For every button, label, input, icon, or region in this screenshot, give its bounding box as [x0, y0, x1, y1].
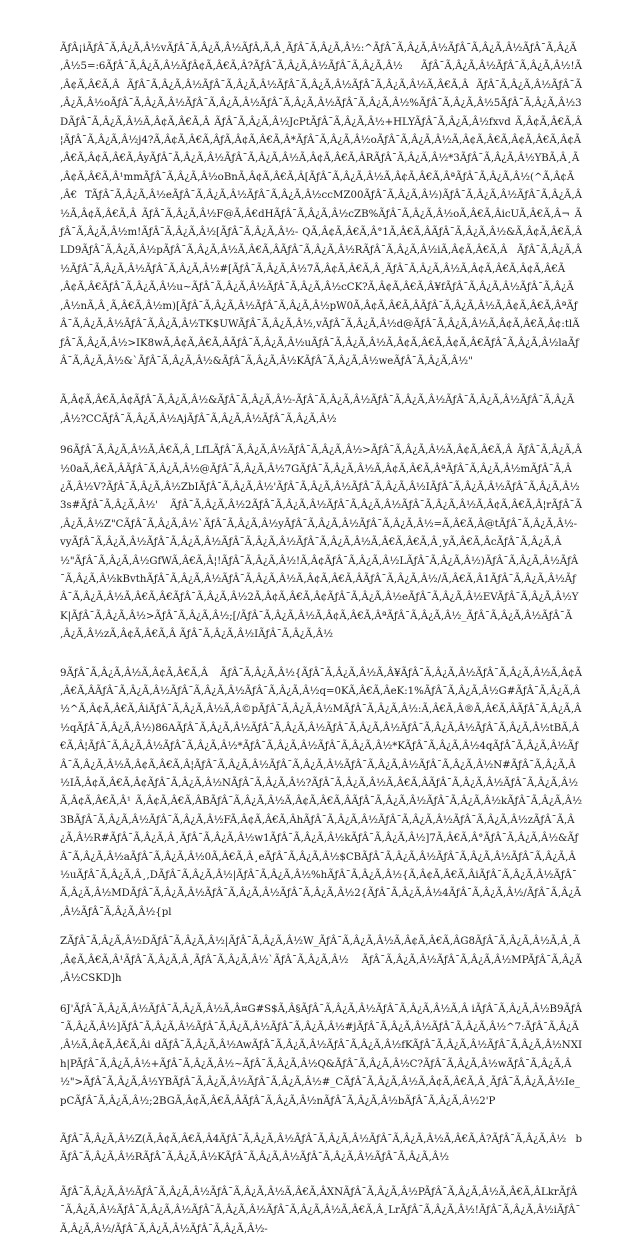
paragraph-4: 9ÃƒÂ¯Ã‚Â¿Ã‚Â½Ã‚Â¢Ã‚Â€Ã‚Â ÃƒÂ¯Ã‚Â¿Ã‚Â½{ÃƒÂ¯Ã‚Â¿Ã‚Â½Ã‚Â¥ÃƒÂ¯Ã‚Â¿Ã‚Â½ÃƒÂ¯Ã‚Â¿Ã‚Â½Ã‚Â¢Ã‚Â€Ã‚ÂÃƒÂ¯Ã‚Â¿Ã‚Â½ÃƒÂ¯Ã‚Â¿Ã‚Â½ÃƒÂ¯Ã‚Â¿Ã‚Â½q=0KÃ‚Â€Ã‚ÂeK:1%ÃƒÂ¯Ã‚Â¿Ã‚Â½G#ÃƒÂ¯Ã‚Â¿Ã‚Â½^Ã‚Â¢Ã‚Â€Ã‚ÂiÃƒÂ¯Ã‚Â¿Ã‚Â½Ã‚Â©pÃƒÂ¯Ã‚Â¿Ã‚Â½MÃƒÂ¯Ã‚Â¿Ã‚Â½:Ã‚Â€Ã‚Â®Ã‚Â€Ã‚ÂÃƒÂ¯Ã‚Â¿Ã‚Â½qÃƒÂ¯Ã‚Â¿Ã‚Â½)86AÃƒÂ¯Ã‚Â¿Ã‚Â½ÃƒÂ¯Ã‚Â¿Ã‚Â½ÃƒÂ¯Ã‚Â¿Ã‚Â½ÃƒÂ¯Ã‚Â¿Ã‚Â½ÃƒÂ¯Ã‚Â¿Ã‚Â½tBÃ‚Â€Ã‚Â¦ÃƒÂ¯Ã‚Â¿Ã‚Â½ÃƒÂ¯Ã‚Â¿Ã‚Â½*ÃƒÂ¯Ã‚Â¿Ã‚Â½ÃƒÂ¯Ã‚Â¿Ã‚Â½*KÃƒÂ¯Ã‚Â¿Ã‚Â½4qÃƒÂ¯Ã‚Â¿Ã‚Â½ÃƒÂ¯Ã‚Â¿Ã‚Â½Ã‚Â¢Ã‚Â€Ã‚Â¦ÃƒÂ¯Ã‚Â¿Ã‚Â½ÃƒÂ¯Ã‚Â¿Ã‚Â½ÃƒÂ¯Ã‚Â¿Ã‚Â½ÃƒÂ¯Ã‚Â¿Ã‚Â½N#ÃƒÂ¯Ã‚Â¿Ã‚Â½IÃ‚Â¢Ã‚Â€Ã‚Â¢ÃƒÂ¯Ã‚Â¿Ã‚Â½NÃƒÂ¯Ã‚Â¿Ã‚Â½?ÃƒÂ¯Ã‚Â¿Ã‚Â½Ã‚Â€Ã‚ÂÃƒÂ¯Ã‚Â¿Ã‚Â½ÃƒÂ¯Ã‚Â¿Ã‚Â½Ã‚Â¢Ã‚Â€Ã‚Â¹ Ã‚Â¢Ã‚Â€Ã‚ÂBÃƒÂ¯Ã‚Â¿Ã‚Â½Ã‚Â¢Ã‚Â€Ã‚ÂÃƒÂ¯Ã‚Â¿Ã‚Â½ÃƒÂ¯Ã‚Â¿Ã‚Â½kÃƒÂ¯Ã‚Â¿Ã‚Â½3BÃƒÂ¯Ã‚Â¿Ã‚Â½ÃƒÂ¯Ã‚Â¿Ã‚Â½FÃ‚Â¢Ã‚Â€Ã‚ÂhÃƒÂ¯Ã‚Â¿Ã‚Â½ÃƒÂ¯Ã‚Â¿Ã‚Â½ÃƒÂ¯Ã‚Â¿Ã‚Â½zÃƒÂ¯Ã‚Â¿Ã‚Â½R#ÃƒÂ¯Ã‚Â¿Ã‚Â¸ÃƒÂ¯Ã‚Â¿Ã‚Â½w1ÃƒÂ¯Ã‚Â¿Ã‚Â½kÃƒÂ¯Ã‚Â¿Ã‚Â½]7Ã‚Â€Ã‚Â°ÃƒÂ¯Ã‚Â¿Ã‚Â½&ÃƒÂ¯Ã‚Â¿Ã‚Â½aÃƒÂ¯Ã‚Â¿Ã‚Â½0Ã‚Â€Ã‚Â¸eÃƒÂ¯Ã‚Â¿Ã‚Â½$CBÃƒÂ¯Ã‚Â¿Ã‚Â½ÃƒÂ¯Ã‚Â¿Ã‚Â½ÃƒÂ¯Ã‚Â¿Ã‚Â½uÃƒÂ¯Ã‚Â¿Ã‚Â¸,DÃƒÂ¯Ã‚Â¿Ã‚Â½|ÃƒÂ¯Ã‚Â¿Ã‚Â½%hÃƒÂ¯Ã‚Â¿Ã‚Â½{Ã‚Â¢Ã‚Â€Ã‚ÂiÃƒÂ¯Ã‚Â¿Ã‚Â½ÃƒÂ¯Ã‚Â¿Ã‚Â½MDÃƒÂ¯Ã‚Â¿Ã‚Â½ÃƒÂ¯Ã‚Â¿Ã‚Â½ÃƒÂ¯Ã‚Â¿Ã‚Â½2{ÃƒÂ¯Ã‚Â¿Ã‚Â½4ÃƒÂ¯Ã‚Â¿Ã‚Â½/ÃƒÂ¯Ã‚Â¿Ã‚Â½ÃƒÂ¯Ã‚Â¿Ã‚Â½{pl — [60, 667, 582, 918]
paragraph-5: ZÃƒÂ¯Ã‚Â¿Ã‚Â½DÃƒÂ¯Ã‚Â¿Ã‚Â½|ÃƒÂ¯Ã‚Â¿Ã‚Â½W_ÃƒÂ¯Ã‚Â¿Ã‚Â½Ã‚Â¢Ã‚Â€Ã‚ÂG8ÃƒÂ¯Ã‚Â¿Ã‚Â½Ã‚Â¸Ã‚Â¢Ã‚Â€Ã‚Â¹ÃƒÂ¯Ã‚Â¿Ã‚Â¸ÃƒÂ¯Ã‚Â¿Ã‚Â½`ÃƒÂ¯Ã‚Â¿Ã‚Â½ ÃƒÂ¯Ã‚Â¿Ã‚Â½ÃƒÂ¯Ã‚Â¿Ã‚Â½MPÃƒÂ¯Ã‚Â¿Ã‚Â½CSKD]h — [60, 936, 582, 985]
paragraph-3: 96ÃƒÂ¯Ã‚Â¿Ã‚Â½Ã‚Â€Ã‚Â¸LfLÃƒÂ¯Ã‚Â¿Ã‚Â½ÃƒÂ¯Ã‚Â¿Ã‚Â½>ÃƒÂ¯Ã‚Â¿Ã‚Â½Ã‚Â¢Ã‚Â€Ã‚Â ÃƒÂ¯Ã‚Â¿Ã‚Â½0aÃ‚Â€Ã‚ÂÃƒÂ¯Ã‚Â¿Ã‚Â½@ÃƒÂ¯Ã‚Â¿Ã‚Â½7GÃƒÂ¯Ã‚Â¿Ã‚Â½Ã‚Â¢Ã‚Â€Ã‚ÂªÃƒÂ¯Ã‚Â¿Ã‚Â½mÃƒÂ¯Ã‚Â¿Ã‚Â½V?ÃƒÂ¯Ã‚Â¿Ã‚Â½ZbIÃƒÂ¯Ã‚Â¿Ã‚Â½'ÃƒÂ¯Ã‚Â¿Ã‚Â½ÃƒÂ¯Ã‚Â¿Ã‚Â½IÃƒÂ¯Ã‚Â¿Ã‚Â½ÃƒÂ¯Ã‚Â¿Ã‚Â½3s#ÃƒÂ¯Ã‚Â¿Ã‚Â½' ÃƒÂ¯Ã‚Â¿Ã‚Â½2ÃƒÂ¯Ã‚Â¿Ã‚Â½ÃƒÂ¯Ã‚Â¿Ã‚Â½ÃƒÂ¯Ã‚Â¿Ã‚Â½Ã‚Â¢Ã‚Â€Ã‚Â¦rÃƒÂ¯Ã‚Â¿Ã‚Â½Z"CÃƒÂ¯Ã‚Â¿Ã‚Â½`ÃƒÂ¯Ã‚Â¿Ã‚Â½yÃƒÂ¯Ã‚Â¿Ã‚Â½ÃƒÂ¯Ã‚Â¿Ã‚Â½=Ã‚Â€Ã‚Â@tÃƒÂ¯Ã‚Â¿Ã‚Â½- vyÃƒÂ¯Ã‚Â¿Ã‚Â½ÃƒÂ¯Ã‚Â¿Ã‚Â½ÃƒÂ¯Ã‚Â¿Ã‚Â½ÃƒÂ¯Ã‚Â¿Ã‚Â½Ã‚Â€Ã‚Â€Ã‚Â¸yÃ‚Â€Ã‚ÂcÃƒÂ¯Ã‚Â¿Ã‚Â½"ÃƒÂ¯Ã‚Â¿Ã‚Â½GfWÃ‚Â€Ã‚Â¦!ÃƒÂ¯Ã‚Â¿Ã‚Â½!Ã‚Â¢ÃƒÂ¯Ã‚Â¿Ã‚Â½LÃƒÂ¯Ã‚Â¿Ã‚Â½)ÃƒÂ¯Ã‚Â¿Ã‚Â½ÃƒÂ¯Ã‚Â¿Ã‚Â½kBvthÃƒÂ¯Ã‚Â¿Ã‚Â½ÃƒÂ¯Ã‚Â¿Ã‚Â½Ã‚Â¢Ã‚Â€Ã‚ÂÃƒÂ¯Ã‚Â¿Ã‚Â½/Ã‚Â€Ã‚Â1ÃƒÂ¯Ã‚Â¿Ã‚Â½ÃƒÂ¯Ã‚Â¿Ã‚Â½Ã‚Â€Ã‚Â€ÃƒÂ¯Ã‚Â¿Ã‚Â½2Ã‚Â¢Ã‚Â€Ã‚Â¢ÃƒÂ¯Ã‚Â¿Ã‚Â½eÃƒÂ¯Ã‚Â¿Ã‚Â½EVÃƒÂ¯Ã‚Â¿Ã‚Â½YK|ÃƒÂ¯Ã‚Â¿Ã‚Â½>ÃƒÂ¯Ã‚Â¿Ã‚Â½;[/ÃƒÂ¯Ã‚Â¿Ã‚Â½Ã‚Â¢Ã‚Â€Ã‚ÂªÃƒÂ¯Ã‚Â¿Ã‚Â½_ÃƒÂ¯Ã‚Â¿Ã‚Â½ÃƒÂ¯Ã‚Â¿Ã‚Â½zÃ‚Â¢Ã‚Â€Ã‚Â ÃƒÂ¯Ã‚Â¿Ã‚Â½IÃƒÂ¯Ã‚Â¿Ã‚Â½ — [60, 445, 582, 641]
paragraph-7: ÃƒÂ¯Ã‚Â¿Ã‚Â½Z(Ã‚Â¢Ã‚Â€Ã‚Â4ÃƒÂ¯Ã‚Â¿Ã‚Â½ÃƒÂ¯Ã‚Â¿Ã‚Â½ÃƒÂ¯Ã‚Â¿Ã‚Â½Ã‚Â€Ã‚Â?ÃƒÂ¯Ã‚Â¿Ã‚Â½ bÃƒÂ¯Ã‚Â¿Ã‚Â½RÃƒÂ¯Ã‚Â¿Ã‚Â½KÃƒÂ¯Ã‚Â¿Ã‚Â½ÃƒÂ¯Ã‚Â¿Ã‚Â½ÃƒÂ¯Ã‚Â¿Ã‚Â½ — [60, 1133, 582, 1164]
paragraph-6: 6J'ÃƒÂ¯Ã‚Â¿Ã‚Â½ÃƒÂ¯Ã‚Â¿Ã‚Â½Ã‚Â¤G#S$Ã‚Â§ÃƒÂ¯Ã‚Â¿Ã‚Â½ÃƒÂ¯Ã‚Â¿Ã‚Â½Ã‚Â iÃƒÂ¯Ã‚Â¿Ã‚Â½B9ÃƒÂ¯Ã‚Â¿Ã‚Â½]ÃƒÂ¯Ã‚Â¿Ã‚Â½ÃƒÂ¯Ã‚Â¿Ã‚Â½ÃƒÂ¯Ã‚Â¿Ã‚Â½#jÃƒÂ¯Ã‚Â¿Ã‚Â½ÃƒÂ¯Ã‚Â¿Ã‚Â½^7:ÃƒÂ¯Ã‚Â¿Ã‚Â½Ã‚Â¢Ã‚Â€Ã‚Âi dÃƒÂ¯Ã‚Â¿Ã‚Â½AwÃƒÂ¯Ã‚Â¿Ã‚Â½ÃƒÂ¯Ã‚Â¿Ã‚Â½fKÃƒÂ¯Ã‚Â¿Ã‚Â½ÃƒÂ¯Ã‚Â¿Ã‚Â½NXIh|PÃƒÂ¯Ã‚Â¿Ã‚Â½+ÃƒÂ¯Ã‚Â¿Ã‚Â½~ÃƒÂ¯Ã‚Â¿Ã‚Â½Q&ÃƒÂ¯Ã‚Â¿Ã‚Â½C?ÃƒÂ¯Ã‚Â¿Ã‚Â½wÃƒÂ¯Ã‚Â¿Ã‚Â½">ÃƒÂ¯Ã‚Â¿Ã‚Â½YBÃƒÂ¯Ã‚Â¿Ã‚Â½ÃƒÂ¯Ã‚Â¿Ã‚Â½#_CÃƒÂ¯Ã‚Â¿Ã‚Â½Ã‚Â¢Ã‚Â€Ã‚Â¸ÃƒÂ¯Ã‚Â¿Ã‚Â½Ie_pCÃƒÂ¯Ã‚Â¿Ã‚Â½;2BGÃ‚Â¢Ã‚Â€Ã‚ÂÃƒÂ¯Ã‚Â¿Ã‚Â½nÃƒÂ¯Ã‚Â¿Ã‚Â½bÃƒÂ¯Ã‚Â¿Ã‚Â½2'P — [60, 1003, 582, 1107]
paragraph-1: ÃƒÂ¡iÃƒÂ¯Ã‚Â¿Ã‚Â½vÃƒÂ¯Ã‚Â¿Ã‚Â½ÃƒÂ‚Ã‚Â¸ÃƒÂ¯Ã‚Â¿Ã‚Â½:^ÃƒÂ¯Ã‚Â¿Ã‚Â½ÃƒÂ¯Ã‚Â¿Ã‚Â½ÃƒÂ¯Ã‚Â¿Ã‚Â½5=:6ÃƒÂ¯Ã‚Â¿Ã‚Â½ÃƒÂ¢Ã‚Â€Ã‚Â?ÃƒÂ¯Ã‚Â¿Ã‚Â½ÃƒÂ¯Ã‚Â¿Ã‚Â½ ÃƒÂ¯Ã‚Â¿Ã‚Â½ÃƒÂ¯Ã‚Â¿Ã‚Â½!Ã‚Â¢Ã‚Â€Ã‚Â ÃƒÂ¯Ã‚Â¿Ã‚Â½ÃƒÂ¯Ã‚Â¿Ã‚Â½ÃƒÂ¯Ã‚Â¿Ã‚Â½ÃƒÂ¯Ã‚Â¿Ã‚Â½Ã‚Â€Ã‚Â ÃƒÂ¯Ã‚Â¿Ã‚Â½ÃƒÂ¯Ã‚Â¿Ã‚Â½oÃƒÂ¯Ã‚Â¿Ã‚Â½ÃƒÂ¯Ã‚Â¿Ã‚Â½ÃƒÂ¯Ã‚Â¿Ã‚Â½ÃƒÂ¯Ã‚Â¿Ã‚Â½%ÃƒÂ¯Ã‚Â¿Ã‚Â½5ÃƒÂ¯Ã‚Â¿Ã‚Â½3DÃƒÂ¯Ã‚Â¿Ã‚Â½Ã‚Â¢Ã‚Â€Ã‚Â ÃƒÂ¯Ã‚Â¿Ã‚Â½JcPtÃƒÂ¯Ã‚Â¿Ã‚Â½+HLYÃƒÂ¯Ã‚Â¿Ã‚Â½fxvd Ã‚Â¢Ã‚Â€Ã‚Â¦ÃƒÂ¯Ã‚Â¿Ã‚Â½j4?Ã‚Â¢Ã‚Â€Ã‚ÂƒÃ‚Â¢Ã‚Â€Ã‚Â*ÃƒÂ¯Ã‚Â¿Ã‚Â½oÃƒÂ¯Ã‚Â¿Ã‚Â½Ã‚Â¢Ã‚Â€Ã‚Â¢Ã‚Â€Ã‚Â¢Ã‚Â€Ã‚Â¢Ã‚Â€Ã‚ÂyÃƒÂ¯Ã‚Â¿Ã‚Â½ÃƒÂ¯Ã‚Â¿Ã‚Â½Ã‚Â¢Ã‚Â€Ã‚ÂRÃƒÂ¯Ã‚Â¿Ã‚Â½*3ÃƒÂ¯Ã‚Â¿Ã‚Â½YBÃ‚Â¸Ã‚Â¢Ã‚Â€Ã‚Â¹mmÃƒÂ¯Ã‚Â¿Ã‚Â½oBnÃ‚Â¢Ã‚Â€Ã‚Â[ÃƒÂ¯Ã‚Â¿Ã‚Â½Ã‚Â¢Ã‚Â€Ã‚ÂªÃƒÂ¯Ã‚Â¿Ã‚Â½(^Ã‚Â¢Ã‚Â€ TÃƒÂ¯Ã‚Â¿Ã‚Â½eÃƒÂ¯Ã‚Â¿Ã‚Â½ÃƒÂ¯Ã‚Â¿Ã‚Â½ccMZ00ÃƒÂ¯Ã‚Â¿Ã‚Â½)ÃƒÂ¯Ã‚Â¿Ã‚Â½ÃƒÂ¯Ã‚Â¿Ã‚Â½Ã‚Â¢Ã‚Â€Ã‚Â ÃƒÂ¯Ã‚Â¿Ã‚Â½F@Ã‚Â€dHÃƒÂ¯Ã‚Â¿Ã‚Â½cZB%ÃƒÂ¯Ã‚Â¿Ã‚Â½oÃ‚Â€Ã‚ÂicUÃ‚Â€Ã‚Â¬ ÃƒÂ¯Ã‚Â¿Ã‚Â½m!ÃƒÂ¯Ã‚Â¿Ã‚Â½[ÃƒÂ¯Ã‚Â¿Ã‚Â½- QÃ‚Â¢Ã‚Â€Ã‚Â°1Ã‚Â€Ã‚ÂÃƒÂ¯Ã‚Â¿Ã‚Â½&Ã‚Â¢Ã‚Â€Ã‚ÂLD9ÃƒÂ¯Ã‚Â¿Ã‚Â½pÃƒÂ¯Ã‚Â¿Ã‚Â½Ã‚Â€Ã‚ÂÃƒÂ¯Ã‚Â¿Ã‚Â½RÃƒÂ¯Ã‚Â¿Ã‚Â½iÃ‚Â¢Ã‚Â€Ã‚Â ÃƒÂ¯Ã‚Â¿Ã‚Â½ÃƒÂ¯Ã‚Â¿Ã‚Â½ÃƒÂ¯Ã‚Â¿Ã‚Â½#[ÃƒÂ¯Ã‚Â¿Ã‚Â½7Ã‚Â¢Ã‚Â€Ã‚Â¸ÃƒÂ¯Ã‚Â¿Ã‚Â½Ã‚Â¢Ã‚Â€Ã‚Â¢Ã‚Â€Ã‚Â¢Ã‚Â€ÃƒÂ¯Ã‚Â¿Ã‚Â½u~ÃƒÂ¯Ã‚Â¿Ã‚Â½ÃƒÂ¯Ã‚Â¿Ã‚Â½cCK?Ã‚Â¢Ã‚Â€Ã‚Â¥fÃƒÂ¯Ã‚Â¿Ã‚Â½ÃƒÂ¯Ã‚Â¿Ã‚Â½nÃ‚Â¸Ã‚Â€Ã‚Â½m)[ÃƒÂ¯Ã‚Â¿Ã‚Â½ÃƒÂ¯Ã‚Â¿Ã‚Â½pW0Ã‚Â¢Ã‚Â€Ã‚ÂÃƒÂ¯Ã‚Â¿Ã‚Â½Ã‚Â¢Ã‚Â€Ã‚ÂªÃƒÂ¯Ã‚Â¿Ã‚Â½ÃƒÂ¯Ã‚Â¿Ã‚Â½TK$UWÃƒÂ¯Ã‚Â¿Ã‚Â½,vÃƒÂ¯Ã‚Â¿Ã‚Â½d@ÃƒÂ¯Ã‚Â¿Ã‚Â½Ã‚Â¢Ã‚Â€Ã‚Â¢:tlÃƒÂ¯Ã‚Â¿Ã‚Â½>IK8wÃ‚Â¢Ã‚Â€Ã‚ÂÃƒÂ¯Ã‚Â¿Ã‚Â½uÃƒÂ¯Ã‚Â¿Ã‚Â½Ã‚Â¢Ã‚Â€Ã‚Â¢Ã‚Â€ÃƒÂ¯Ã‚Â¿Ã‚Â½laÃƒÂ¯Ã‚Â¿Ã‚Â½&`ÃƒÂ¯Ã‚Â¿Ã‚Â½&ÃƒÂ¯Ã‚Â¿Ã‚Â½KÃƒÂ¯Ã‚Â¿Ã‚Â½weÃƒÂ¯Ã‚Â¿Ã‚Â½" — [60, 43, 582, 367]
document-body — [60, 40, 582, 1260]
paragraph-8: ÃƒÂ¯Ã‚Â¿Ã‚Â½ÃƒÂ¯Ã‚Â¿Ã‚Â½ÃƒÂ¯Ã‚Â¿Ã‚Â½Ã‚Â€Ã‚ÂXNÃƒÂ¯Ã‚Â¿Ã‚Â½PÃƒÂ¯Ã‚Â¿Ã‚Â½Ã‚Â€Ã‚ÂLkrÃƒÂ¯Ã‚Â¿Ã‚Â½ÃƒÂ¯Ã‚Â¿Ã‚Â½ÃƒÂ¯Ã‚Â¿Ã‚Â½ÃƒÂ¯Ã‚Â¿Ã‚Â½Ã‚Â€Ã‚Â¸LrÃƒÂ¯Ã‚Â¿Ã‚Â½!ÃƒÂ¯Ã‚Â¿Ã‚Â½iÃƒÂ¯Ã‚Â¿Ã‚Â½/ÃƒÂ¯Ã‚Â¿Ã‚Â½ÃƒÂ¯Ã‚Â¿Ã‚Â½- — [60, 1186, 581, 1235]
paragraph-2: Ã‚Â¢Ã‚Â€Ã‚Â¢ÃƒÂ¯Ã‚Â¿Ã‚Â½&ÃƒÂ¯Ã‚Â¿Ã‚Â½-ÃƒÂ¯Ã‚Â¿Ã‚Â½ÃƒÂ¯Ã‚Â¿Ã‚Â½ÃƒÂ¯Ã‚Â¿Ã‚Â½ÃƒÂ¯Ã‚Â¿Ã‚Â½?CCÃƒÂ¯Ã‚Â¿Ã‚Â½AjÃƒÂ¯Ã‚Â¿Ã‚Â½ÃƒÂ¯Ã‚Â¿Ã‚Â½ — [60, 395, 575, 425]
